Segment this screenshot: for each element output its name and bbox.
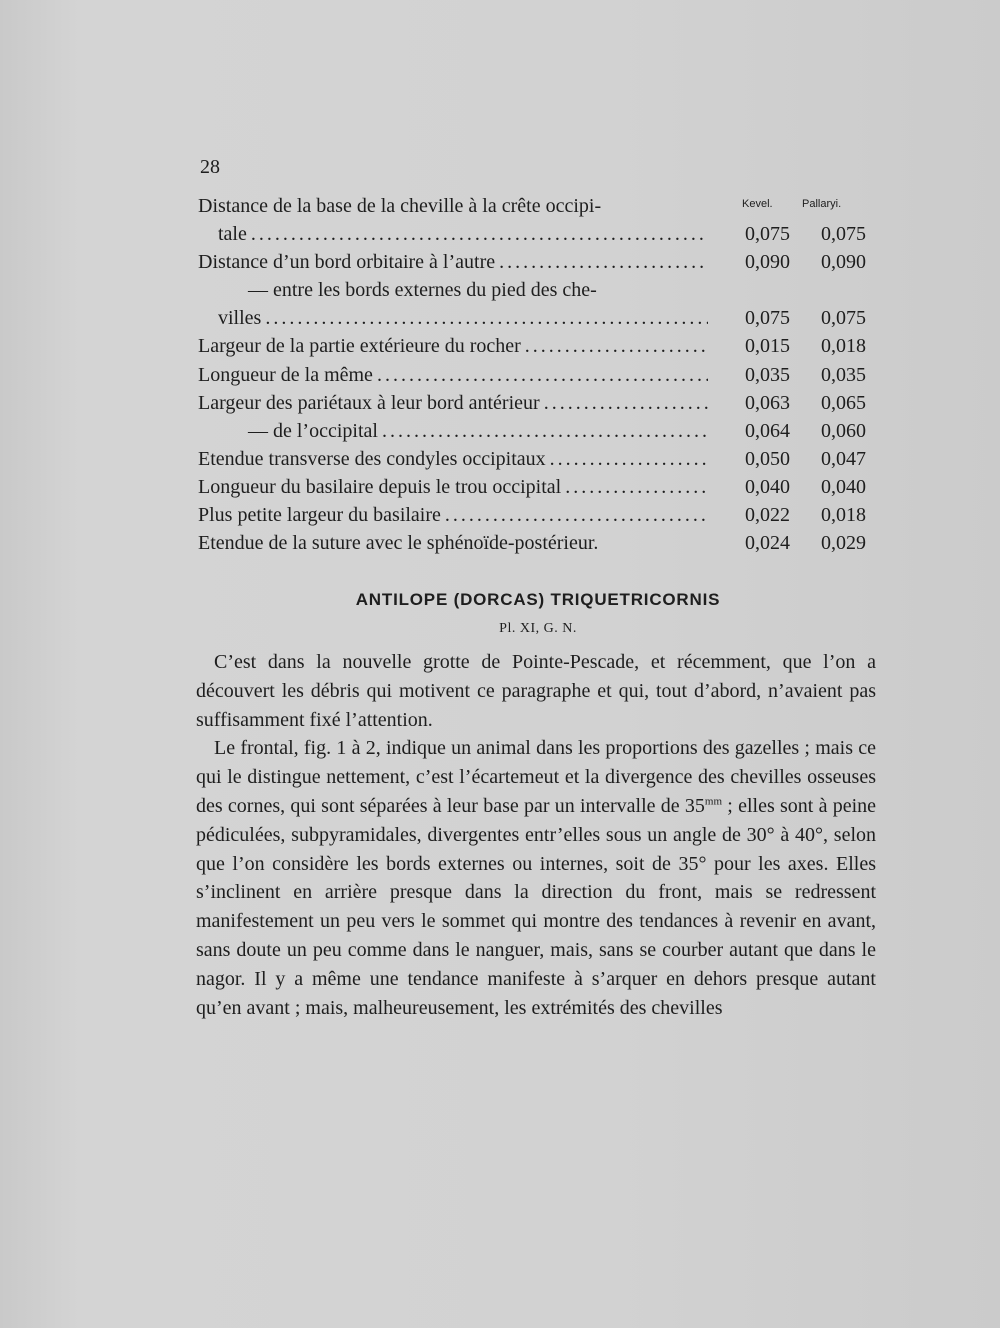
body-text — [196, 648, 876, 1022]
table-row — [198, 220, 868, 248]
value-pallaryi: 0,090 — [821, 251, 866, 274]
table-row — [198, 445, 868, 473]
value-pallaryi: 0,065 — [821, 391, 866, 414]
row-label: Distance de la base de la cheville à la crête occipi- — [198, 195, 602, 217]
value-kevel: 0,090 — [745, 251, 790, 274]
row-label: villes . . . — [198, 304, 708, 332]
row-label: Etendue de la suture avec le sphénoïde-postérieur. — [198, 532, 599, 555]
table-row — [198, 276, 868, 304]
page-number: 28 — [200, 156, 220, 178]
table-row — [198, 248, 868, 276]
value-kevel: 0,063 — [745, 391, 790, 414]
value-pallaryi: 0,075 — [821, 223, 866, 246]
value-kevel: 0,035 — [745, 363, 790, 386]
value-pallaryi: 0,060 — [821, 419, 866, 442]
value-pallaryi: 0,029 — [821, 532, 866, 555]
row-label: tale . . . — [198, 220, 708, 248]
value-pallaryi: 0,018 — [821, 504, 866, 527]
table-row — [198, 501, 868, 529]
table-row — [198, 192, 868, 220]
value-kevel: 0,075 — [745, 307, 790, 330]
section-title: ANTILOPE (DORCAS) TRIQUETRICORNIS — [355, 590, 721, 609]
value-pallaryi: 0,018 — [821, 335, 866, 358]
value-pallaryi: 0,075 — [821, 307, 866, 330]
value-kevel: 0,050 — [745, 447, 790, 470]
row-label: Etendue transverse des condyles occipitaux . . . — [198, 445, 708, 473]
table-row — [198, 473, 868, 501]
value-pallaryi: 0,047 — [821, 447, 866, 470]
table-row — [198, 417, 868, 445]
measurement-table — [198, 192, 868, 557]
value-kevel: 0,015 — [745, 335, 790, 358]
value-kevel: 0,040 — [745, 475, 790, 498]
table-row — [198, 389, 868, 417]
row-label: — entre les bords externes du pied des che- — [248, 279, 597, 302]
paragraph — [196, 734, 876, 1022]
value-kevel: 0,064 — [745, 419, 790, 442]
value-pallaryi: 0,035 — [821, 363, 866, 386]
value-kevel: 0,022 — [745, 504, 790, 527]
row-label: — de l’occipital . . . — [198, 417, 708, 445]
row-label: Distance d’un bord orbitaire à l’autre . . . — [198, 248, 708, 276]
value-pallaryi: 0,040 — [821, 475, 866, 498]
paragraph-text: ; elles sont à peine pédiculées, subpyramidales, divergentes entr’elles sous un angle de 30° à 40°, selon que l’on considère les bords externes ou internes, soit de 35° pour les axes. Elles s’inclinent en arrière presque dans la direction du front, mais se redressent manifestement un peu vers le sommet qui montre des tendances à revenir en avant, sans doute un peu comme dans le nanguer, mais, sans se courber autant que dans le nagor. Il y a même une tendance manifeste à s’arquer en dehors presque autant qu’en avant ; mais, malheureusement, les extrémités des chevilles — [196, 794, 877, 1019]
column-header-pallaryi: Pallaryi. — [802, 198, 842, 210]
row-label: Largeur des pariétaux à leur bord antérieur . . . — [198, 389, 708, 417]
paragraph: C’est dans la nouvelle grotte de Pointe-Pescade, et récemment, que l’on a découvert les débris qui motivent ce paragraphe et qui, tout d’abord, n’avaient pas suffisamment fixé l’attention. — [196, 651, 876, 731]
unit-superscript: mm — [704, 795, 723, 808]
table-row — [198, 529, 868, 557]
paragraph-text: Le frontal, fig. 1 à 2, indique un animal dans les proportions des gazelles ; mais ce qui le distingue nettement, c’est l’écartemeut et la divergence des chevilles osseuses des cornes, qui sont séparées à leur base par un intervalle de 35 — [196, 737, 876, 817]
value-kevel: 0,024 — [745, 532, 790, 555]
value-kevel: 0,075 — [745, 223, 790, 246]
column-header-kevel: Kevel. — [742, 198, 773, 210]
plate-reference: Pl. XI, G. N. — [499, 621, 577, 636]
row-label: Longueur de la même . . . — [198, 361, 708, 389]
row-label: Plus petite largeur du basilaire . . . — [198, 501, 708, 529]
table-row — [198, 332, 868, 360]
row-label: Longueur du basilaire depuis le trou occipital . . . — [198, 473, 708, 501]
table-row — [198, 361, 868, 389]
table-row — [198, 304, 868, 332]
row-label: Largeur de la partie extérieure du rocher . . . — [198, 332, 708, 360]
